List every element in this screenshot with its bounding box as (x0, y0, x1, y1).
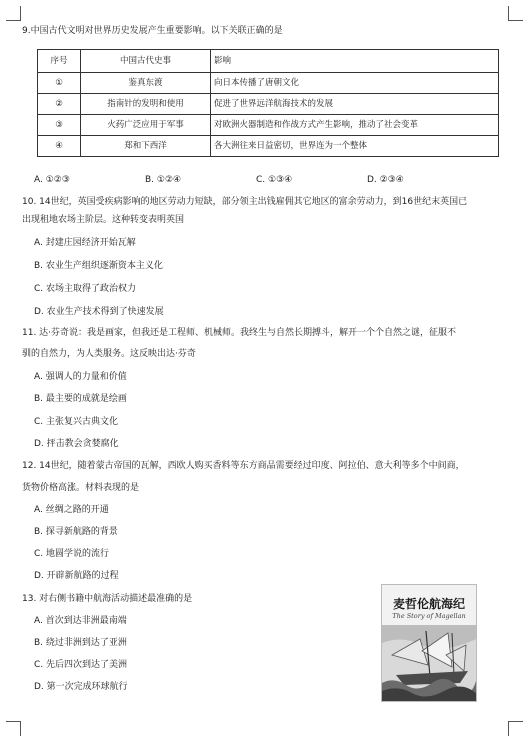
q12-option-b: B. 探寻新航路的背景 (34, 527, 118, 537)
q13-option-a: A. 首次到达非洲最南端 (34, 616, 127, 626)
q9-table (37, 49, 499, 157)
q9-row-num: ② (38, 94, 81, 115)
table-row (38, 73, 499, 94)
q9-option-d: D. ②③④ (367, 175, 404, 185)
q12-option-d: D. 开辟新航路的过程 (34, 571, 119, 581)
q13-option-c: C. 先后四次到达了美洲 (34, 660, 128, 670)
q13-option-d: D. 第一次完成环球航行 (34, 682, 128, 692)
q9-row-impact: 促进了世界远洋航海技术的发展 (211, 94, 499, 115)
q9-table-header-impact: 影响 (211, 50, 499, 73)
table-row (38, 94, 499, 115)
q9-row-event: 鉴真东渡 (81, 73, 211, 94)
q13-option-b: B. 绕过非洲到达了亚洲 (34, 638, 127, 648)
q10-option-d: D. 农业生产技术得到了快速发展 (34, 307, 164, 317)
q11-stem-line-2: 驯的自然力，为人类服务。这反映出达·芬奇 (22, 349, 196, 359)
crop-mark-top-right (508, 6, 523, 21)
q12-stem-line-1: 12. 14世纪，随着蒙古帝国的瓦解，西欧人购买香料等东方商品需要经过印度、阿拉伯、意大利等多个中间商， (22, 461, 465, 471)
crop-mark-bottom-left (6, 721, 21, 736)
q9-row-num: ③ (38, 115, 81, 136)
q11-stem-line-1: 11. 达·芬奇说：我是画家，但我还是工程师、机械师。我终生与自然长期搏斗，解开一个个自然之谜，征服不 (22, 328, 457, 338)
q9-row-event: 火药广泛应用于军事 (81, 115, 211, 136)
book-cover-image (381, 584, 477, 702)
q10-option-b: B. 农业生产组织逐渐资本主义化 (34, 261, 163, 271)
q9-row-num: ① (38, 73, 81, 94)
table-row (38, 136, 499, 157)
q9-table-header-row (38, 50, 499, 73)
q11-option-b: B. 最主要的成就是绘画 (34, 394, 127, 404)
q9-row-num: ④ (38, 136, 81, 157)
q12-stem-line-2: 货物价格高涨。材料表现的是 (22, 483, 140, 493)
q11-option-c: C. 主张复兴古典文化 (34, 417, 119, 427)
q10-option-a: A. 封建庄园经济开始瓦解 (34, 238, 136, 248)
q9-row-impact: 向日本传播了唐朝文化 (211, 73, 499, 94)
q9-row-event: 郑和下西洋 (81, 136, 211, 157)
q9-table-header-num: 序号 (38, 50, 81, 73)
sailing-ship-illustration (382, 625, 476, 701)
q9-row-impact: 各大洲往来日益密切，世界连为一个整体 (211, 136, 499, 157)
q13-stem: 13. 对右侧书籍中航海活动描述最准确的是 (22, 594, 193, 604)
q11-option-d: D. 抨击教会贪婪腐化 (34, 439, 119, 449)
q9-option-b: B. ①②④ (145, 175, 182, 185)
q12-option-a: A. 丝绸之路的开通 (34, 505, 109, 515)
q10-stem-line-2: 出现租地农场主阶层。这种转变表明英国 (22, 215, 185, 225)
q9-stem: 9.中国古代文明对世界历史发展产生重要影响。以下关联正确的是 (22, 26, 283, 36)
q9-option-a: A. ①②③ (34, 175, 70, 185)
q10-option-c: C. 农场主取得了政治权力 (34, 284, 137, 294)
q11-option-a: A. 强调人的力量和价值 (34, 372, 127, 382)
q9-row-event: 指南针的发明和使用 (81, 94, 211, 115)
q12-option-c: C. 地圆学说的流行 (34, 549, 110, 559)
q9-option-c: C. ①③④ (256, 175, 293, 185)
book-subtitle: The Story of Magellan (392, 612, 466, 620)
table-row (38, 115, 499, 136)
crop-mark-bottom-right (508, 721, 523, 736)
q9-row-impact: 对欧洲火器制造和作战方式产生影响，推动了社会变革 (211, 115, 499, 136)
crop-mark-top-left (6, 6, 21, 21)
q9-table-header-event: 中国古代史事 (81, 50, 211, 73)
q10-stem-line-1: 10. 14世纪，英国受疾病影响的地区劳动力短缺，部分领主出钱雇佣其它地区的富余劳动力，到16世纪末英国已 (22, 197, 468, 207)
book-title: 麦哲伦航海纪 (392, 597, 465, 611)
